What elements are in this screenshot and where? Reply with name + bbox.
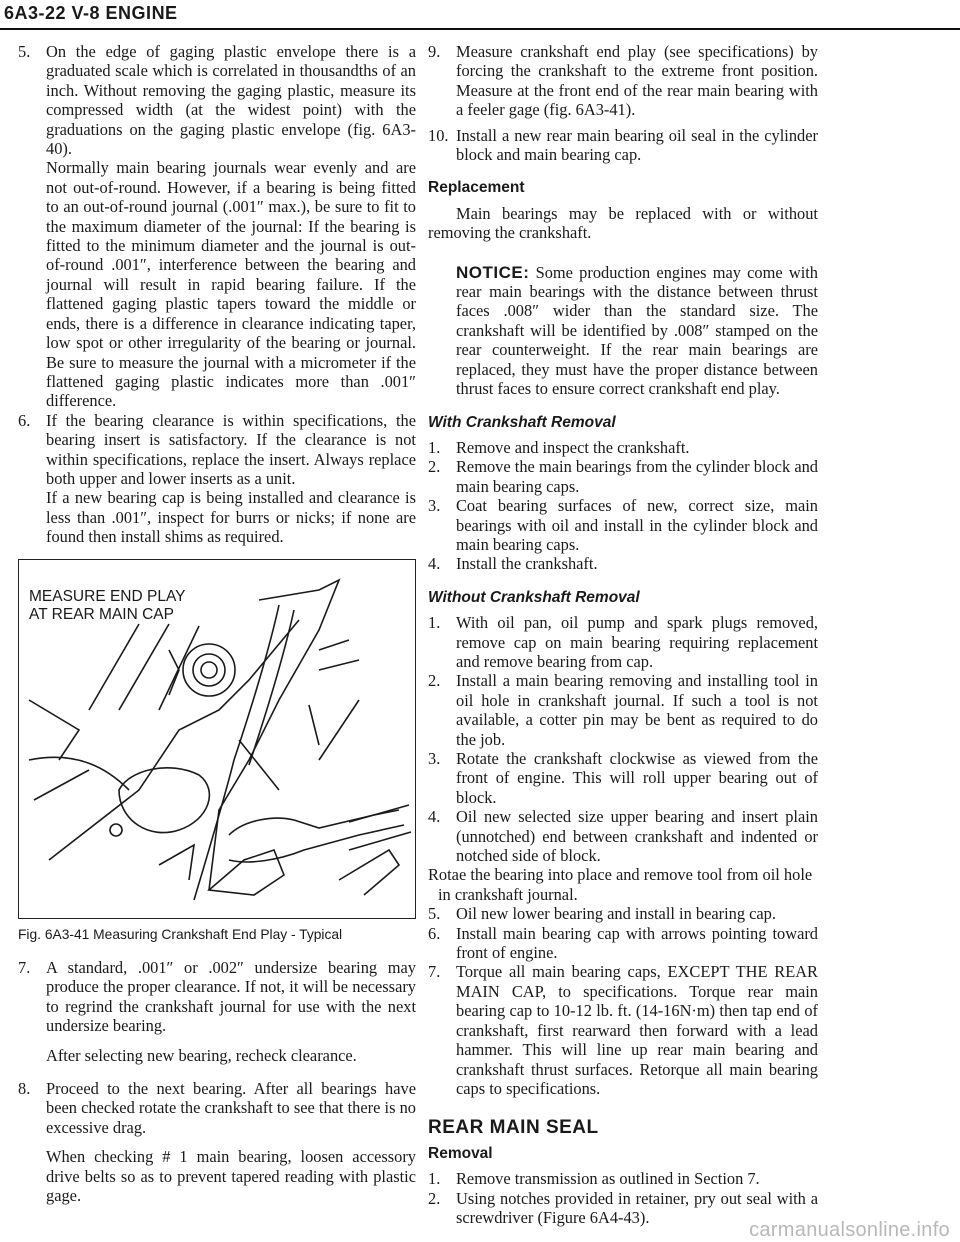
step-text: Measure crankshaft end play (see specifications) by forcing the crankshaft to the extreme front position. Measure at the front end of the rear main bearing with a feeler gage (fig. 6A3-41).	[456, 42, 818, 120]
step-7	[18, 958, 416, 1036]
list-item	[428, 671, 818, 749]
list-item	[428, 904, 818, 923]
step-8	[18, 1079, 416, 1137]
step-number: 9.	[428, 42, 441, 61]
figure-6a3-41	[18, 559, 416, 919]
step-number: 4.	[428, 807, 441, 827]
step-number: 5.	[428, 904, 441, 924]
step-text: Oil new selected size upper bearing and insert plain (unnotched) end between crankshaft and indented or notched side of block.	[456, 807, 818, 866]
step-number: 2.	[428, 1188, 441, 1208]
step-10	[428, 126, 818, 165]
step-number: 3.	[428, 749, 441, 768]
list-item	[428, 962, 818, 1098]
removal-heading: Removal	[428, 1144, 493, 1162]
header-rule	[0, 28, 960, 30]
step-text: Install main bearing cap with arrows pointing toward front of engine.	[456, 923, 818, 963]
list-item	[428, 1169, 818, 1188]
step-number: 2.	[428, 671, 441, 691]
step-text: Rotate the crankshaft clockwise as viewed from the front of engine. This will roll upper bearing out of block.	[456, 749, 818, 807]
list-item	[428, 807, 818, 865]
step-5	[18, 42, 416, 158]
step-text: Remove the main bearings from the cylinder block and main bearing caps.	[456, 457, 818, 496]
step-6-continuation: If a new bearing cap is being installed and clearance is less than .001″, inspect for burrs or nicks; if none are found then install shims as required.	[46, 488, 416, 547]
replacement-text: Main bearings may be replaced with or without removing the crankshaft.	[428, 203, 818, 243]
page-header	[0, 0, 960, 34]
step-5-continuation: Normally main bearing journals wear evenly and are not out-of-round. However, if a bearing is being fitted to an out-of-round journal (.001″ max.), be sure to fit to the maximum diameter of the journal: If the bearing is fitted to the minimum diameter and the journal is out-of-round .001″, interference between the bearing and journal will result in rapid bearing failure. If the flattened gaging plastic tapers toward the middle or ends, there is a difference in clearance indicating taper, low spot or other irregularity of the bearing or journal. Be sure to measure the journal with a micrometer if the flattened gaging plastic indicates more than .001″ difference.	[46, 158, 416, 411]
list-item	[428, 924, 818, 963]
step-number: 3.	[428, 496, 441, 516]
step-text: If the bearing clearance is within specifications, the bearing insert is satisfactory. If the clearance is not within specifications, replace the insert. Always replace both upper and lower inserts as a unit.	[46, 410, 416, 488]
step-text: Proceed to the next bearing. After all bearings have been checked rotate the crankshaft to see that there is no excessive drag.	[46, 1079, 416, 1137]
figure-caption: Fig. 6A3-41 Measuring Crankshaft End Play - Typical	[18, 926, 343, 942]
step-7-continuation: After selecting new bearing, recheck clearance.	[46, 1045, 357, 1065]
rear-main-seal-heading: REAR MAIN SEAL	[428, 1117, 599, 1139]
step-text: On the edge of gaging plastic envelope there is a graduated scale which is correlated in thousandths of an inch. Without removing the gaging plastic, measure its compressed width (at the widest point) with the graduations on the gaging plastic envelope (fig. 6A3-40).	[46, 42, 416, 159]
step-number: 5.	[18, 42, 31, 61]
step-text: A standard, .001″ or .002″ undersize bearing may produce the proper clearance. If not, it will be necessary to regrind the crankshaft journal for use with the next undersize bearing.	[46, 957, 416, 1036]
step-number: 10.	[428, 125, 449, 145]
page-title: 6A3-22 V-8 ENGINE	[4, 3, 178, 23]
list-item	[428, 438, 818, 457]
step-number: 6.	[428, 923, 441, 943]
step-text: Install a main bearing removing and installing tool in oil hole in crankshaft journal. If such a tool is not available, a cotter pin may be bent as required to do the job.	[456, 671, 818, 749]
step-number: 1.	[428, 1169, 441, 1189]
step-text: Coat bearing surfaces of new, correct size, main bearings with oil and install in the cylinder block and main bearing caps.	[456, 496, 818, 554]
step-text: Install a new rear main bearing oil seal in the cylinder block and main bearing cap.	[456, 125, 818, 165]
step-number: 2.	[428, 457, 441, 477]
step-number: 1.	[428, 613, 441, 633]
step-8-continuation: When checking # 1 main bearing, loosen accessory drive belts so as to prevent tapered reading with plastic gage.	[46, 1147, 416, 1206]
without-removal-heading: Without Crankshaft Removal	[428, 588, 640, 606]
step-text: Oil new lower bearing and install in bearing cap.	[456, 904, 776, 924]
callout-line-1: MEASURE END PLAY	[29, 587, 186, 605]
list-item	[428, 554, 818, 573]
notice-label: NOTICE:	[456, 262, 530, 282]
step-text: Remove transmission as outlined in Section 7.	[456, 1169, 760, 1189]
replacement-heading: Replacement	[428, 179, 525, 197]
list-item	[428, 496, 818, 554]
notice-text: Some production engines may come with rear main bearings with the distance between thrust faces .008″ wider than the standard size. The crankshaft will be identified by .008″ stamped on the rear counterweight. If the rear main bearings are replaced, they must have the proper distance between thrust faces to ensure correct crankshaft end play.	[456, 262, 818, 399]
step-number: 1.	[428, 437, 441, 457]
step-6	[18, 411, 416, 489]
step-text: Using notches provided in retainer, pry out seal with a screwdriver (Figure 6A4-43).	[456, 1188, 818, 1227]
step-9	[428, 42, 818, 120]
step-number: 7.	[18, 957, 31, 977]
without-removal-list	[428, 613, 818, 1098]
with-removal-heading: With Crankshaft Removal	[428, 413, 616, 431]
list-item	[428, 749, 818, 807]
step-text: Torque all main bearing caps, EXCEPT THE REAR MAIN CAP, to specifications. Torque rear main bearing cap to 10-12 lb. ft. (14-16N·m) then tap end of crankshaft, first rearward then forward with a lead hammer. This will line up rear main bearing and crankshaft thrust surfaces. Retorque all main bearing caps to specifications.	[456, 962, 818, 1098]
list-item	[428, 613, 818, 671]
watermark: carmanualsonline.info	[749, 1218, 950, 1241]
step-number: 4.	[428, 554, 441, 574]
callout-line-2: AT REAR MAIN CAP	[29, 605, 174, 623]
step-text: Install the crankshaft.	[456, 554, 598, 574]
step-number: 7.	[428, 962, 441, 982]
list-item	[428, 457, 818, 496]
left-column	[18, 42, 416, 1205]
notice-block	[428, 263, 818, 399]
with-removal-list	[428, 438, 818, 574]
step-number: 6.	[18, 410, 31, 430]
step-number: 8.	[18, 1079, 31, 1098]
step-text: With oil pan, oil pump and spark plugs removed, remove cap on main bearing requiring replacement and remove bearing from cap.	[456, 613, 818, 671]
right-column	[428, 42, 818, 1227]
rotate-note: Rotae the bearing into place and remove tool from oil hole in crankshaft journal.	[428, 865, 813, 904]
step-text: Remove and inspect the crankshaft.	[456, 437, 690, 457]
figure-callout	[29, 588, 185, 624]
